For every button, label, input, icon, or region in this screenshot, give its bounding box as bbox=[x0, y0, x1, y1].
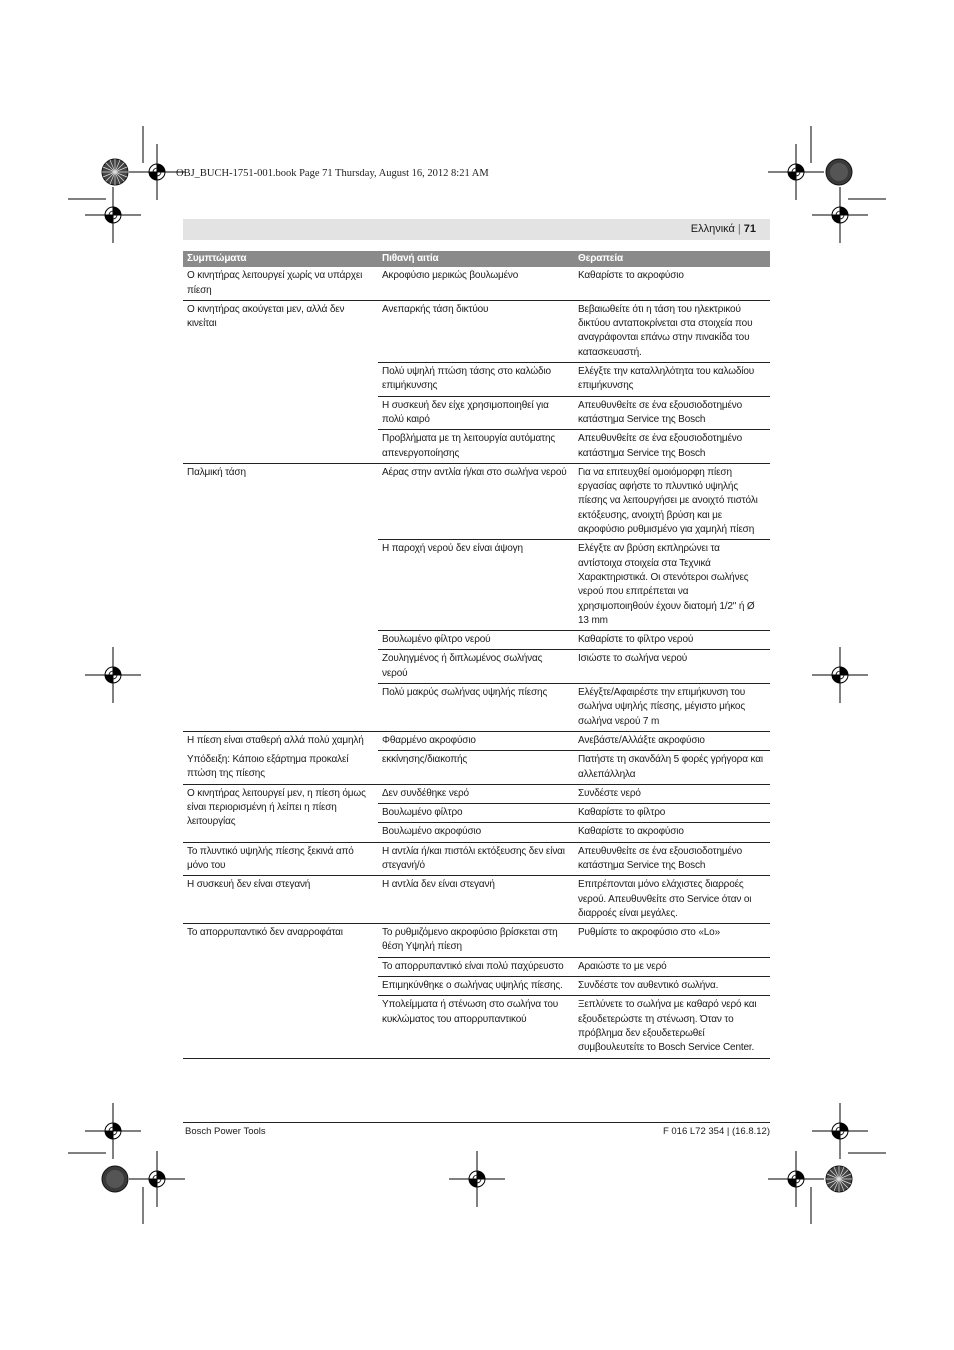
table-row bbox=[183, 463, 770, 539]
symptom-cell: Το πλυντικό υψηλής πίεσης ξεκινά από μόνο του bbox=[183, 842, 378, 876]
cause-cell: Δεν συνδέθηκε νερό bbox=[378, 784, 574, 803]
remedy-cell: Συνδέστε τον αυθεντικό σωλήνα. bbox=[574, 977, 770, 996]
remedy-cell: Καθαρίστε το ακροφύσιο bbox=[574, 823, 770, 842]
remedy-cell: Ελέγξτε αν βρύση εκπληρώνει τα αντίστοιχα στοιχεία στα Τεχνικά Χαρακτηριστικά. Οι στενότεροι σωλήνες νερού που επιτρέπεται να χρησιμοποιηθούν έχουν διατομή 1/2" ή Ø 13 mm bbox=[574, 540, 770, 631]
registration-mark-icon bbox=[85, 1103, 141, 1159]
registration-mark-icon bbox=[129, 1151, 185, 1207]
cause-cell: Ακροφύσιο μερικώς βουλωμένο bbox=[378, 267, 574, 300]
cause-cell: Αέρας στην αντλία ή/και στο σωλήνα νερού bbox=[378, 463, 574, 539]
troubleshooting-table bbox=[183, 251, 770, 1059]
header-language: Ελληνικά bbox=[690, 223, 735, 235]
remedy-cell: Απευθυνθείτε σε ένα εξουσιοδοτημένο κατάστημα Service της Bosch bbox=[574, 396, 770, 430]
cause-cell: Βουλωμένο φίλτρο bbox=[378, 804, 574, 823]
footer-brand: Bosch Power Tools bbox=[185, 1126, 266, 1137]
table-row bbox=[183, 267, 770, 300]
cause-cell: Υπολείμματα ή στένωση στο σωλήνα του κυκλώματος του απορρυπαντικού bbox=[378, 996, 574, 1058]
remedy-cell: Συνδέστε νερό bbox=[574, 784, 770, 803]
remedy-cell: Πατήστε τη σκανδάλη 5 φορές γρήγορα και αλλεπάλληλα bbox=[574, 751, 770, 785]
remedy-cell: Ελέγξτε/Αφαιρέστε την επιμήκυνση του σωλήνα υψηλής πίεσης, μέγιστο μήκος σωλήνα νερού 7 m bbox=[574, 684, 770, 732]
cause-cell: Επιμηκύνθηκε ο σωλήνας υψηλής πίεσης. bbox=[378, 977, 574, 996]
cause-cell: Φθαρμένο ακροφύσιο bbox=[378, 731, 574, 750]
remedy-cell: Καθαρίστε το φίλτρο νερού bbox=[574, 631, 770, 650]
registration-mark-icon bbox=[812, 1103, 868, 1159]
cause-cell: Η αντλία δεν είναι στεγανή bbox=[378, 876, 574, 924]
column-header-symptoms: Συμπτώματα bbox=[183, 251, 378, 267]
remedy-cell: Βεβαιωθείτε ότι η τάση του ηλεκτρικού δικτύου ανταποκρίνεται στα στοιχεία που αναγράφονται επάνω στην πινακίδα του κατασκευαστή. bbox=[574, 300, 770, 362]
registration-mark-icon bbox=[768, 144, 824, 200]
table-header-row bbox=[183, 251, 770, 267]
cause-cell: εκκίνησης/διακοπής bbox=[378, 751, 574, 785]
symptom-cell: Ο κινητήρας λειτουργεί μεν, η πίεση όμως είναι περιορισμένη ή λείπει η πίεση λειτουργίας bbox=[183, 784, 378, 842]
remedy-cell: Ισιώστε το σωλήνα νερού bbox=[574, 650, 770, 684]
remedy-cell: Απευθυνθείτε σε ένα εξουσιοδοτημένο κατάστημα Service της Bosch bbox=[574, 430, 770, 464]
table-row bbox=[183, 731, 770, 750]
table-row bbox=[183, 924, 770, 958]
registration-mark-icon bbox=[449, 1151, 505, 1207]
header-text: Ελληνικά | 71 bbox=[690, 223, 756, 235]
cause-cell: Πολύ μακρύς σωλήνας υψηλής πίεσης bbox=[378, 684, 574, 732]
cause-cell: Το ρυθμιζόμενο ακροφύσιο βρίσκεται στη θέση Υψηλή πίεση bbox=[378, 924, 574, 958]
remedy-cell: Ρυθμίστε το ακροφύσιο στο «Lo» bbox=[574, 924, 770, 958]
color-wheel-icon bbox=[102, 159, 128, 185]
remedy-cell: Αραιώστε το με νερό bbox=[574, 957, 770, 976]
print-info: OBJ_BUCH-1751-001.book Page 71 Thursday, August 16, 2012 8:21 AM bbox=[176, 168, 489, 179]
cause-cell: Βουλωμένο φίλτρο νερού bbox=[378, 631, 574, 650]
remedy-cell: Απευθυνθείτε σε ένα εξουσιοδοτημένο κατάστημα Service της Bosch bbox=[574, 842, 770, 876]
table-row bbox=[183, 300, 770, 362]
cause-cell: Το απορρυπαντικό είναι πολύ παχύρευστο bbox=[378, 957, 574, 976]
cause-cell: Η παροχή νερού δεν είναι άψογη bbox=[378, 540, 574, 631]
remedy-cell: Επιτρέπονται μόνο ελάχιστες διαρροές νερού. Απευθυνθείτε στο Service όταν οι διαρροές είναι μεγάλες. bbox=[574, 876, 770, 924]
table-row bbox=[183, 751, 770, 785]
registration-mark-icon bbox=[85, 647, 141, 703]
cause-cell: Η συσκευή δεν είχε χρησιμοποιηθεί για πολύ καιρό bbox=[378, 396, 574, 430]
registration-mark-icon bbox=[812, 187, 868, 243]
remedy-cell: Ελέγξτε την καταλληλότητα του καλωδίου επιμήκυνσης bbox=[574, 363, 770, 397]
cause-cell: Βουλωμένο ακροφύσιο bbox=[378, 823, 574, 842]
remedy-cell: Για να επιτευχθεί ομοιόμορφη πίεση εργασίας αφήστε το πλυντικό υψηλής πίεσης να λειτουργήσει με ανοιχτό πιστόλι εκτόξευσης, ανοιχτή βρύση και με ακροφύσιο ρυθμισμένο για χαμηλή πίεση bbox=[574, 463, 770, 539]
page-header bbox=[183, 219, 770, 240]
color-wheel-icon bbox=[826, 159, 852, 185]
cause-cell: Πολύ υψηλή πτώση τάσης στο καλώδιο επιμήκυνσης bbox=[378, 363, 574, 397]
remedy-cell: Ανεβάστε/Αλλάξτε ακροφύσιο bbox=[574, 731, 770, 750]
remedy-cell: Καθαρίστε το ακροφύσιο bbox=[574, 267, 770, 300]
symptom-cell: Το απορρυπαντικό δεν αναρροφάται bbox=[183, 924, 378, 1058]
symptom-cell: Ο κινητήρας ακούγεται μεν, αλλά δεν κινείται bbox=[183, 300, 378, 463]
header-page-number: 71 bbox=[743, 223, 756, 235]
remedy-cell: Καθαρίστε το φίλτρο bbox=[574, 804, 770, 823]
cause-cell: Ζουληγμένος ή διπλωμένος σωλήνας νερού bbox=[378, 650, 574, 684]
footer-doc-number: F 016 L72 354 | (16.8.12) bbox=[662, 1126, 770, 1137]
registration-mark-icon bbox=[812, 647, 868, 703]
column-header-remedy: Θεραπεία bbox=[574, 251, 770, 267]
cause-cell: Προβλήματα με τη λειτουργία αυτόματης απενεργοποίησης bbox=[378, 430, 574, 464]
table-row bbox=[183, 784, 770, 803]
registration-mark-icon bbox=[85, 187, 141, 243]
symptom-cell: Η συσκευή δεν είναι στεγανή bbox=[183, 876, 378, 924]
color-wheel-icon bbox=[102, 1166, 128, 1192]
table-row bbox=[183, 876, 770, 924]
remedy-cell: Ξεπλύνετε το σωλήνα με καθαρό νερό και εξουδετερώστε τη στένωση. Όταν το πρόβλημα δεν εξουδετερωθεί συμβουλευτείτε το Bosch Service Center. bbox=[574, 996, 770, 1058]
symptom-cell: Παλμική τάση bbox=[183, 463, 378, 731]
color-wheel-icon bbox=[826, 1166, 852, 1192]
symptom-cell: Ο κινητήρας λειτουργεί χωρίς να υπάρχει πίεση bbox=[183, 267, 378, 300]
cause-cell: Η αντλία ή/και πιστόλι εκτόξευσης δεν είναι στεγανή/ό bbox=[378, 842, 574, 876]
column-header-cause: Πιθανή αιτία bbox=[378, 251, 574, 267]
symptom-cell: Η πίεση είναι σταθερή αλλά πολύ χαμηλή bbox=[187, 734, 364, 746]
footer-rule bbox=[183, 1122, 770, 1123]
table-row bbox=[183, 842, 770, 876]
cause-cell: Ανεπαρκής τάση δικτύου bbox=[378, 300, 574, 362]
symptom-cell: Υπόδειξη: Κάποιο εξάρτημα προκαλεί πτώση της πίεσης bbox=[183, 751, 378, 785]
registration-mark-icon bbox=[768, 1151, 824, 1207]
